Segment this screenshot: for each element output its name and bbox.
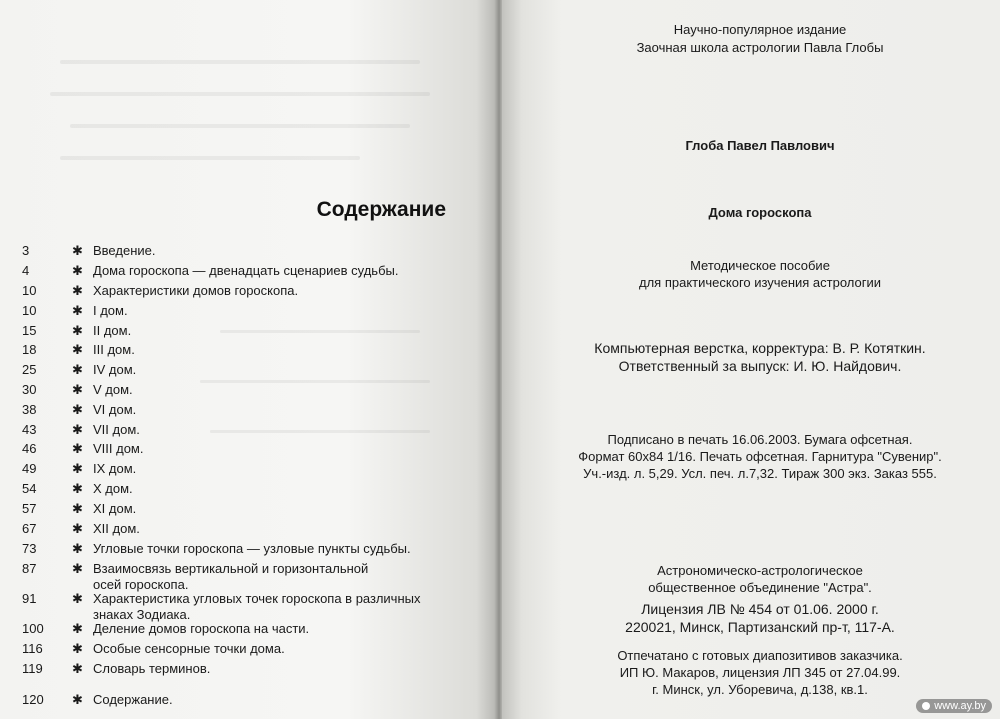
toc-entry-line: VI дом. — [93, 402, 137, 417]
asterisk-bullet-icon: ✱ — [72, 283, 83, 298]
toc-page-number: 119 — [22, 661, 43, 676]
toc-entry-text — [93, 303, 463, 319]
toc-entry-text — [93, 501, 463, 517]
toc-entry-text — [93, 591, 463, 623]
toc-entry-line: I дом. — [93, 303, 128, 318]
asterisk-bullet-icon: ✱ — [72, 591, 83, 606]
toc-page-number: 15 — [22, 323, 37, 338]
toc-entry-line: Взаимосвязь вертикальной и горизонтальной — [93, 561, 369, 576]
toc-page-number: 4 — [22, 263, 30, 278]
toc-entry-line: Особые сенсорные точки дома. — [93, 641, 285, 656]
toc-page-number: 25 — [22, 362, 37, 377]
toc-page-number: 54 — [22, 481, 37, 496]
toc-entry-line: IV дом. — [93, 362, 137, 377]
toc-page-number: 57 — [22, 501, 37, 516]
asterisk-bullet-icon: ✱ — [72, 422, 83, 437]
toc-page-number: 43 — [22, 422, 37, 437]
toc-entry-line: Словарь терминов. — [93, 661, 211, 676]
license-line-1: Лицензия ЛВ № 454 от 01.06. 2000 г. — [641, 601, 879, 617]
toc-entry-text — [93, 461, 463, 477]
toc-entry-line: Дома гороскопа — двенадцать сценариев судьбы. — [93, 263, 399, 278]
series-name: Заочная школа астрологии Павла Глобы — [636, 40, 884, 55]
toc-entry-text — [93, 692, 463, 708]
asterisk-bullet-icon: ✱ — [72, 692, 83, 707]
asterisk-bullet-icon: ✱ — [72, 561, 83, 576]
toc-entry-line: Угловые точки гороскопа — узловые пункты судьбы. — [93, 541, 411, 556]
subtitle-line-2: для практического изучения астрологии — [639, 275, 881, 290]
toc-entry-line: XI дом. — [93, 501, 137, 516]
printer-line-2: ИП Ю. Макаров, лицензия ЛП 345 от 27.04.99. — [619, 665, 901, 680]
print-info-line-3: Уч.-изд. л. 5,29. Усл. печ. л.7,32. Тираж 300 экз. Заказ 555. — [583, 466, 937, 481]
toc-entry-text — [93, 541, 463, 557]
toc-entry-line: знаках Зодиака. — [93, 607, 191, 622]
site-watermark — [916, 699, 992, 713]
publisher-line-1: Астрономическо-астрологическое — [657, 563, 863, 578]
toc-page-number: 38 — [22, 402, 37, 417]
watermark-text: www.ay.by — [934, 700, 986, 712]
toc-page-number: 30 — [22, 382, 37, 397]
toc-entry-line: Введение. — [93, 243, 156, 258]
asterisk-bullet-icon: ✱ — [72, 621, 83, 636]
asterisk-bullet-icon: ✱ — [72, 402, 83, 417]
credits-line-1: Компьютерная верстка, корректура: В. Р. Котяткин. — [594, 340, 926, 356]
printer-line-1: Отпечатано с готовых диапозитивов заказчика. — [617, 648, 903, 663]
toc-entry-text — [93, 481, 463, 497]
toc-entry-text — [93, 661, 463, 677]
toc-entry-text — [93, 323, 463, 339]
toc-title: Содержание — [316, 198, 446, 221]
toc-entry-text — [93, 441, 463, 457]
toc-entry-line: осей гороскопа. — [93, 577, 189, 592]
toc-entry-line: VIII дом. — [93, 441, 144, 456]
toc-entry-text — [93, 521, 463, 537]
toc-page-number: 100 — [22, 621, 44, 636]
toc-entry-text — [93, 641, 463, 657]
toc-page-number: 10 — [22, 283, 37, 298]
bleed-through-line — [60, 156, 360, 160]
toc-entry-text — [93, 402, 463, 418]
toc-page-number: 120 — [22, 692, 44, 707]
book-title: Дома гороскопа — [708, 205, 812, 220]
bleed-through-line — [50, 92, 430, 96]
asterisk-bullet-icon: ✱ — [72, 243, 83, 258]
toc-page-number: 87 — [22, 561, 37, 576]
left-page — [0, 0, 496, 719]
asterisk-bullet-icon: ✱ — [72, 661, 83, 676]
asterisk-bullet-icon: ✱ — [72, 481, 83, 496]
toc-page-number: 46 — [22, 441, 37, 456]
toc-entry-line: Характеристика угловых точек гороскопа в различных — [93, 591, 421, 606]
toc-page-number: 18 — [22, 342, 37, 357]
asterisk-bullet-icon: ✱ — [72, 323, 83, 338]
asterisk-bullet-icon: ✱ — [72, 342, 83, 357]
asterisk-bullet-icon: ✱ — [72, 521, 83, 536]
asterisk-bullet-icon: ✱ — [72, 382, 83, 397]
author-name: Глоба Павел Павлович — [685, 138, 835, 153]
toc-page-number: 67 — [22, 521, 37, 536]
publisher-line-2: общественное объединение "Астра". — [648, 580, 872, 595]
toc-page-number: 49 — [22, 461, 37, 476]
toc-entry-line: X дом. — [93, 481, 133, 496]
toc-entry-line: III дом. — [93, 342, 135, 357]
toc-entry-text — [93, 422, 463, 438]
toc-entry-line: VII дом. — [93, 422, 140, 437]
toc-entry-text — [93, 561, 463, 593]
asterisk-bullet-icon: ✱ — [72, 541, 83, 556]
toc-page-number: 91 — [22, 591, 37, 606]
toc-entry-text — [93, 243, 463, 259]
toc-entry-line: IX дом. — [93, 461, 137, 476]
toc-page-number: 10 — [22, 303, 37, 318]
asterisk-bullet-icon: ✱ — [72, 641, 83, 656]
credits-line-2: Ответственный за выпуск: И. Ю. Найдович. — [618, 358, 902, 374]
toc-entry-text — [93, 382, 463, 398]
asterisk-bullet-icon: ✱ — [72, 263, 83, 278]
license-line-2: 220021, Минск, Партизанский пр-т, 117-А. — [625, 619, 895, 635]
toc-page-number: 116 — [22, 641, 43, 656]
bleed-through-line — [60, 60, 420, 64]
toc-entry-text — [93, 621, 463, 637]
toc-entry-line: XII дом. — [93, 521, 140, 536]
toc-entry-line: Характеристики домов гороскопа. — [93, 283, 299, 298]
asterisk-bullet-icon: ✱ — [72, 501, 83, 516]
printer-line-3: г. Минск, ул. Уборевича, д.138, кв.1. — [652, 682, 868, 697]
toc-entry-line: II дом. — [93, 323, 132, 338]
toc-entry-line: V дом. — [93, 382, 133, 397]
asterisk-bullet-icon: ✱ — [72, 362, 83, 377]
edition-type: Научно-популярное издание — [673, 22, 847, 37]
asterisk-bullet-icon: ✱ — [72, 461, 83, 476]
toc-entry-text — [93, 283, 463, 299]
watermark-icon — [922, 702, 930, 710]
asterisk-bullet-icon: ✱ — [72, 303, 83, 318]
asterisk-bullet-icon: ✱ — [72, 441, 83, 456]
toc-entry-line: Деление домов гороскопа на части. — [93, 621, 310, 636]
toc-page-number: 73 — [22, 541, 37, 556]
toc-entry-line: Содержание. — [93, 692, 173, 707]
bleed-through-line — [70, 124, 410, 128]
print-info-line-1: Подписано в печать 16.06.2003. Бумага офсетная. — [607, 432, 913, 447]
print-info-line-2: Формат 60х84 1/16. Печать офсетная. Гарнитура "Сувенир". — [578, 449, 942, 464]
subtitle-line-1: Методическое пособие — [690, 258, 830, 273]
toc-entry-text — [93, 362, 463, 378]
toc-entry-text — [93, 342, 463, 358]
toc-page-number: 3 — [22, 243, 30, 258]
toc-entry-text — [93, 263, 463, 279]
